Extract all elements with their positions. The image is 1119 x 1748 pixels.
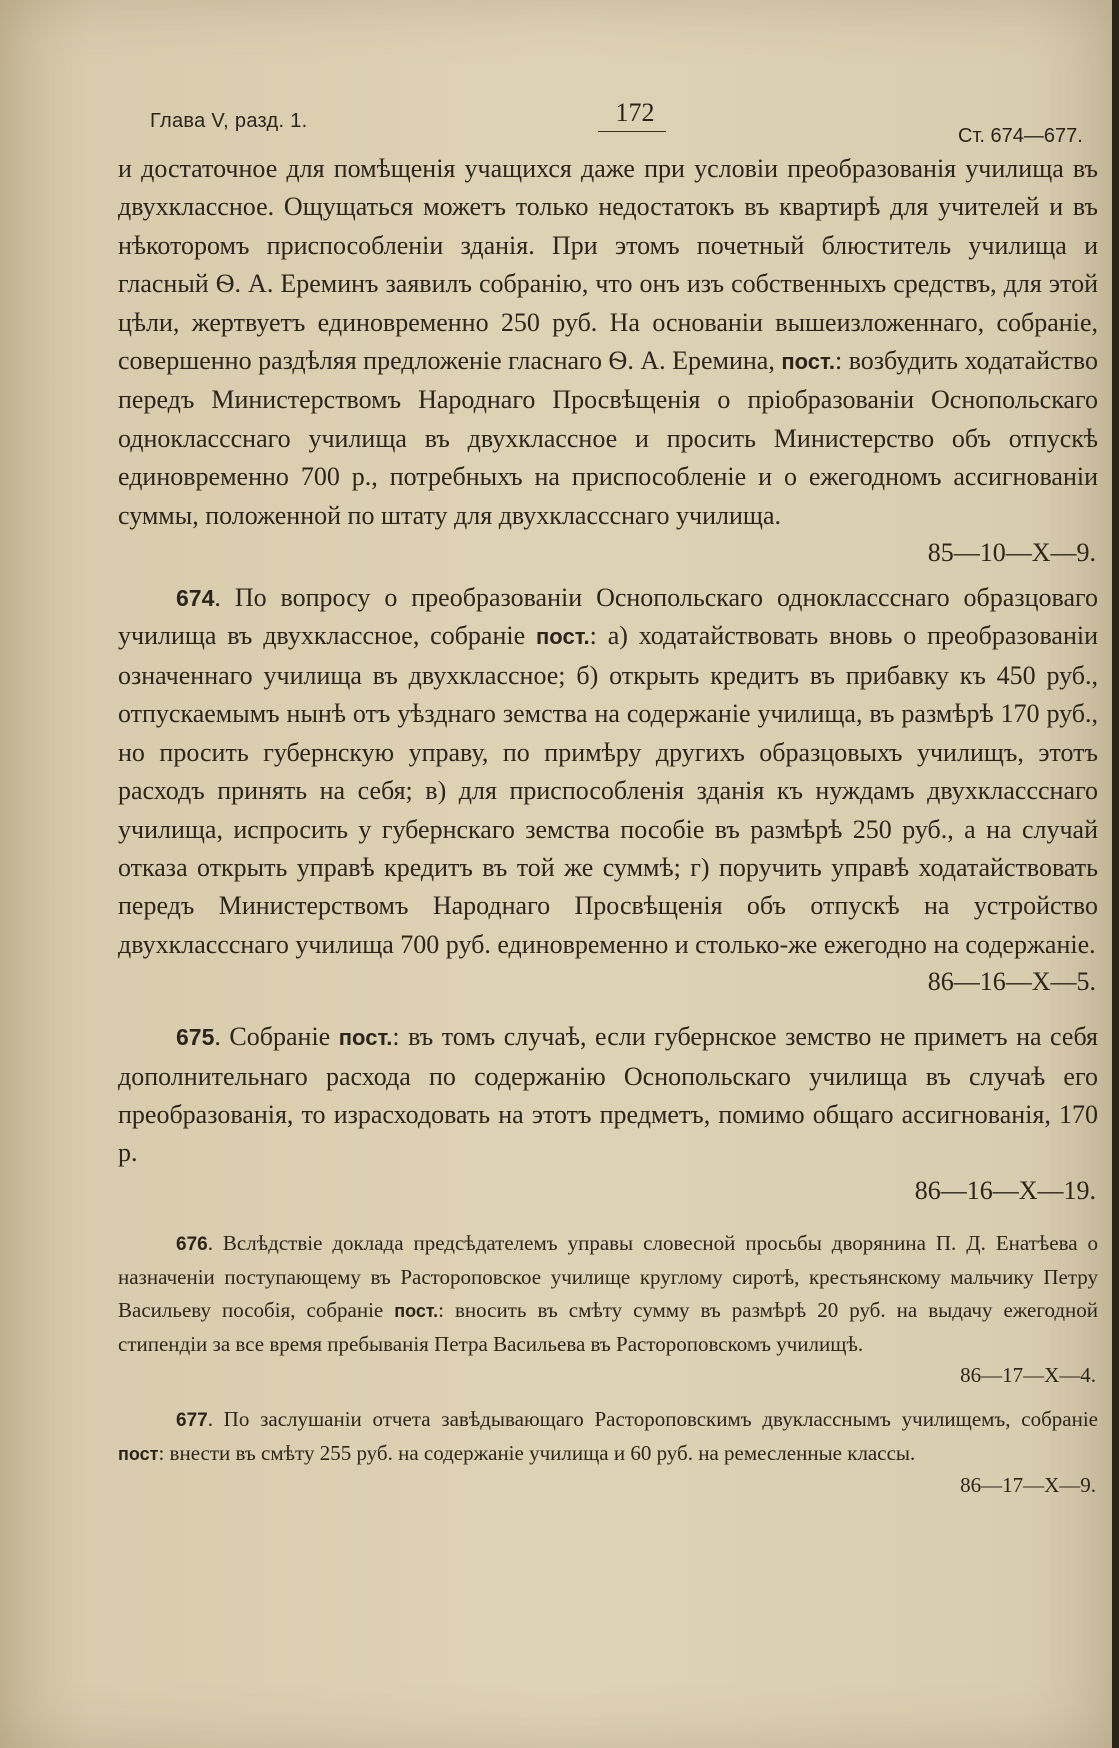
scan-edge	[1112, 0, 1119, 1748]
resolution-marker: пост	[118, 1443, 159, 1464]
session-reference: 85—10—Х—9.	[927, 538, 1096, 568]
session-reference: 86—16—Х—5.	[927, 967, 1096, 997]
article-text-after: : а) ходатайствовать вновь о преобразованіи означеннаго училища въ двухклассное; б) открыть кредитъ въ прибавку къ 450 руб., отпускаемымъ нынѣ отъ уѣзднаго земства на содержаніе училища, въ размѣрѣ 170 руб., но просить губернскую управу, по примѣру другихъ образцовыхъ училищъ, этотъ расходъ принять на себя; в) для приспособленія зданія къ нуждамъ двухклассснаго училища, испросить у губернскаго земства пособіе въ размѣрѣ 250 руб., а на случай отказа открыть управѣ кредитъ въ той же суммѣ; г) поручить управѣ ходатайствовать передъ Министерствомъ Народнаго Просвѣщенія объ отпускѣ на устройство двухклассснаго училища 700 руб. единовременно и столько-же ежегодно на содержаніе.	[118, 621, 1099, 959]
article-text: . Собраніе	[214, 1022, 331, 1052]
session-reference: 86—17—Х—4.	[960, 1362, 1096, 1387]
intro-text: и достаточное для помѣщенія учащихся даже при условіи преобразованія училища въ двухклассное. Ощущаться можетъ только недостатокъ въ квартирѣ для учителей и въ нѣкоторомъ приспособленіи зданія. При этомъ почетный блюститель училища и гласный Ѳ. А. Ереминъ заявилъ собранію, что онъ изъ собственныхъ средствъ, для этой цѣли, жертвуетъ единовременно 250 руб. На основаніи вышеизложеннаго, собраніе, совершенно раздѣляя предложеніе гласнаго Ѳ. А. Еремина,	[118, 154, 1098, 376]
running-head: Глава V, разд. 1.	[150, 110, 308, 132]
session-reference: 86—17—Х—9.	[960, 1472, 1096, 1497]
article-676	[118, 1227, 1098, 1361]
article-text: . По вопросу о преобразованіи Оснопольскаго одноклассснаго образцоваго училища въ двухклассное, собраніе	[118, 583, 1098, 651]
intro-paragraph	[118, 150, 1098, 535]
resolution-marker: пост.	[536, 624, 590, 650]
article-text-after: : въ томъ случаѣ, если губернское земство не приметъ на себя дополнительнаго расхода по содержанію Оснопольскаго училища въ случаѣ его преобразованія, то израсходовать на этотъ предметъ, помимо общаго ассигнованія, 170 р.	[118, 1022, 1098, 1168]
article-677	[118, 1403, 1098, 1471]
article-range: Ст. 674—677.	[958, 125, 1083, 147]
article-text-after: : внести въ смѣту 255 руб. на содержаніе училища и 60 руб. на ремесленные классы.	[158, 1440, 916, 1465]
article-674	[118, 579, 1098, 964]
page-number: 172	[615, 98, 655, 127]
article-number: 676	[176, 1233, 208, 1255]
intro-text-after: : возбудить ходатайство передъ Министерствомъ Народнаго Просвѣщенія о пріобразованіи Оснопольскаго одноклассснаго училища въ двухклассное и просить Министерство объ отпускѣ единовременно 700 р., потребныхъ на приспособленіе и о ежегодномъ ассигнованіи суммы, положенной по штату для двухклассснаго училища.	[118, 346, 1099, 530]
session-reference: 86—16—Х—19.	[914, 1175, 1096, 1205]
page-number-rule	[598, 131, 666, 132]
article-text: . Вслѣдствіе доклада предсѣдателемъ управы словесной просьбы дворянина П. Д. Енатѣева о назначеніи поступающему въ Растороповское училище круглому сиротѣ, крестьянскому мальчику Петру Васильеву пособія, собраніе	[118, 1230, 1098, 1322]
article-text: . По заслушаніи отчета завѣдывающаго Растороповскимъ двукласснымъ училищемъ, собраніе	[207, 1406, 1098, 1431]
article-text-after: : вносить въ смѣту сумму въ размѣрѣ 20 руб. на выдачу ежегодной стипендіи за все время пребыванія Петра Васильева въ Растороповскомъ училищѣ.	[118, 1297, 1098, 1356]
article-675	[118, 1018, 1098, 1173]
article-number: 674	[176, 585, 215, 612]
article-number: 675	[176, 1024, 215, 1051]
page-body	[118, 150, 1098, 1499]
article-number: 677	[176, 1409, 208, 1431]
resolution-marker: пост.	[781, 349, 835, 375]
resolution-marker: пост.	[338, 1025, 393, 1051]
resolution-marker: пост.	[394, 1300, 439, 1321]
